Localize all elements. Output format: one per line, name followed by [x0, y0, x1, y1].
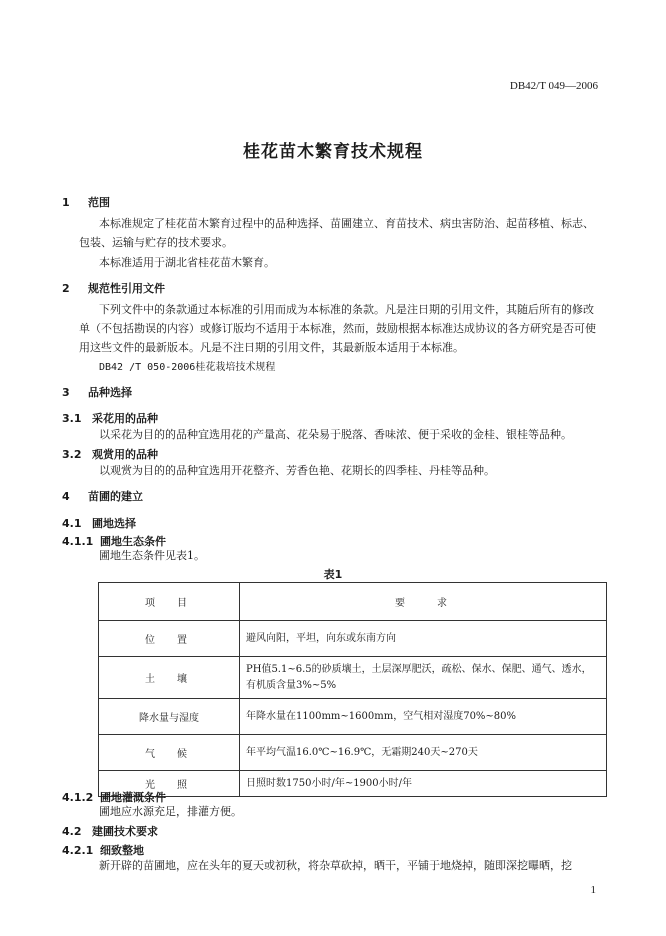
table-cell-requirement: PH值5.1~6.5的砂质壤土，土层深厚肥沃，疏松、保水、保肥、通气、透水，有机质含量3%~5% [240, 657, 607, 699]
section-number: 1 [62, 196, 70, 209]
section-number: 4 [62, 490, 70, 503]
paragraph: 以观赏为目的的品种宜选用开花整齐、芳香色艳、花期长的四季桂、丹桂等品种。 [99, 464, 495, 477]
ecological-conditions-table [98, 582, 607, 797]
subsection-4-2-heading [62, 823, 158, 839]
paragraph: 圃地应水源充足，排灌方便。 [99, 805, 242, 818]
section-title: 苗圃的建立 [88, 490, 143, 503]
subsection-title: 细致整地 [100, 844, 144, 857]
subsection-title: 圃地选择 [92, 517, 136, 530]
section-number: 2 [62, 282, 70, 295]
section-2-heading [62, 280, 165, 296]
subsection-title: 圃地灌溉条件 [100, 791, 166, 804]
table-row [99, 735, 607, 771]
section-title: 范围 [88, 196, 110, 209]
table-cell-requirement: 日照时数1750小时/年~1900小时/年 [240, 771, 607, 797]
page-number: 1 [590, 884, 596, 896]
paragraph: 新开辟的苗圃地，应在头年的夏天或初秋，将杂草砍掉，晒干，平铺于地烧掉，随即深挖曝晒，挖 [99, 859, 572, 872]
subsection-number: 4.1.1 [62, 535, 94, 548]
table-cell-item: 降水量与湿度 [99, 699, 240, 735]
table-header-cell: 项 目 [99, 583, 240, 621]
paragraph: 下列文件中的条款通过本标准的引用而成为本标准的条款。凡是注日期的引用文件，其随后所有的修改单（不包括勘误的内容）或修订版均不适用于本标准，然而，鼓励根据本标准达成协议的各方研究是否可使用这些文件的最新版本。凡是不注日期的引用文件，其最新版本适用于本标准。 [79, 303, 596, 354]
table-cell-item: 气 候 [99, 735, 240, 771]
section-4-heading [62, 488, 143, 504]
table-cell-requirement: 年降水量在1100mm~1600mm，空气相对湿度70%~80% [240, 699, 607, 735]
subsection-3-1-heading [62, 410, 158, 426]
section-3-heading [62, 384, 132, 400]
section-number: 3 [62, 386, 70, 399]
paragraph: 以采花为目的的品种宜选用花的产量高、花朵易于脱落、香味浓、便于采收的金桂、银桂等品种。 [99, 428, 572, 441]
table-row [99, 621, 607, 657]
table-row [99, 657, 607, 699]
table-cell-item: 位 置 [99, 621, 240, 657]
subsection-number: 3.2 [62, 448, 82, 461]
table-header-cell: 要 求 [240, 583, 607, 621]
paragraph: 圃地生态条件见表1。 [99, 549, 205, 562]
table-header-row [99, 583, 607, 621]
section-1-heading [62, 194, 110, 210]
subsection-title: 建圃技术要求 [92, 825, 158, 838]
subsection-title: 圃地生态条件 [100, 535, 166, 548]
subsection-title: 采花用的品种 [92, 412, 158, 425]
table-row [99, 699, 607, 735]
subsection-number: 4.1.2 [62, 791, 94, 804]
subsection-title: 观赏用的品种 [92, 448, 158, 461]
table-caption: 表1 [323, 568, 343, 581]
page-title: 桂花苗木繁育技术规程 [243, 142, 423, 162]
table-row [99, 771, 607, 797]
table-cell-item: 土 壤 [99, 657, 240, 699]
subsection-number: 4.2 [62, 825, 82, 838]
subsection-number: 4.2.1 [62, 844, 94, 857]
table-cell-item: 光 照 [99, 771, 240, 797]
section-title: 规范性引用文件 [88, 282, 165, 295]
subsection-number: 4.1 [62, 517, 82, 530]
normative-reference: DB42 /T 050-2006桂花栽培技术规程 [99, 362, 276, 373]
subsection-3-2-heading [62, 446, 158, 462]
standard-number: DB42/T 049—2006 [509, 80, 598, 92]
subsection-number: 3.1 [62, 412, 82, 425]
paragraph: 本标准规定了桂花苗木繁育过程中的品种选择、苗圃建立、育苗技术、病虫害防治、起苗移植、标志、包装、运输与贮存的技术要求。 [79, 217, 594, 249]
subsection-4-1-heading [62, 515, 136, 531]
table-cell-requirement: 年平均气温16.0℃~16.9℃，无霜期240天~270天 [240, 735, 607, 771]
paragraph: 本标准适用于湖北省桂花苗木繁育。 [99, 256, 275, 269]
section-title: 品种选择 [88, 386, 132, 399]
table-cell-requirement: 避风向阳，平坦，向东或东南方向 [240, 621, 607, 657]
